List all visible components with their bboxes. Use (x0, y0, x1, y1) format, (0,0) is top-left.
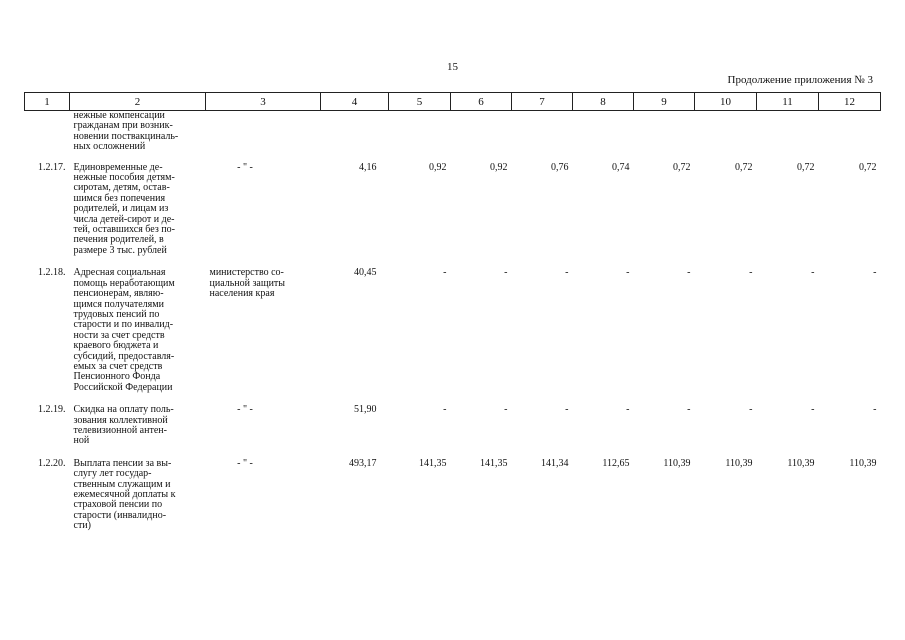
value-cell: - (811, 404, 815, 416)
description-line: старости (инвалидно- (73, 509, 167, 521)
value-cell: - (626, 404, 630, 416)
column-header: 4 (321, 93, 389, 111)
column-header: 5 (389, 93, 451, 111)
item-code: 1.2.19. (38, 404, 66, 416)
value-cell: 0,92 (490, 161, 508, 173)
description-line: сиротам, детям, остав- (73, 182, 170, 194)
item-description (70, 268, 206, 405)
description-line: нежные компенсации (73, 110, 165, 121)
value-cell: - (687, 267, 691, 279)
description-line: новении поствакциналь- (73, 130, 179, 142)
value-cell: 51,90 (354, 404, 377, 416)
value-cell: 141,35 (419, 457, 447, 469)
description-line: страховой пенсии по (73, 499, 163, 511)
description-line: ной (73, 435, 90, 447)
description-line: тей, оставшихся без по- (73, 224, 175, 236)
item-description (70, 459, 206, 544)
value-cell: - (565, 404, 569, 416)
description-line: емых за счет средств (73, 360, 163, 372)
value-cell: 141,34 (541, 457, 569, 469)
column-number-header-row (25, 93, 881, 111)
description-line: слугу лет государ- (73, 468, 152, 480)
column-header: 11 (757, 93, 819, 111)
appendix-continuation-label: Продолжение приложения № 3 (727, 74, 873, 86)
value-cell: - (504, 404, 508, 416)
item-description (70, 405, 206, 459)
value-cell: 0,72 (673, 161, 691, 173)
description-line: гражданам при возник- (73, 120, 173, 132)
column-header: 1 (25, 93, 70, 111)
value-cell: 0,72 (735, 161, 753, 173)
item-code: 1.2.20. (38, 457, 66, 469)
description-line: ных осложнений (73, 141, 146, 153)
table-row (25, 268, 881, 405)
description-line: пенсионерам, являю- (73, 288, 164, 300)
value-cell: 4,16 (359, 161, 377, 173)
value-cell: 0,92 (429, 161, 447, 173)
item-description (70, 163, 206, 269)
description-line: субсидий, предоставля- (73, 350, 175, 362)
description-line: Пенсионного Фонда (73, 371, 161, 383)
column-header: 7 (512, 93, 573, 111)
value-cell: 0,72 (797, 161, 815, 173)
description-line: щимся получателями (73, 298, 164, 310)
value-cell: 110,39 (663, 457, 691, 469)
column-header: 6 (451, 93, 512, 111)
column-header: 9 (634, 93, 695, 111)
appendix-table (24, 92, 881, 544)
value-cell: 40,45 (354, 267, 377, 279)
column-header: 3 (206, 93, 321, 111)
description-line: Российской Федерации (73, 381, 173, 393)
description-line: родителей, и лицам из (73, 203, 169, 215)
value-cell: - (749, 404, 753, 416)
table-row (25, 405, 881, 459)
description-line: трудовых пенсий по (73, 308, 160, 320)
value-cell: - (687, 404, 691, 416)
value-cell: 141,35 (480, 457, 508, 469)
value-cell: - (873, 267, 877, 279)
value-cell: 110,39 (787, 457, 815, 469)
value-cell: - (504, 267, 508, 279)
value-cell: 110,39 (725, 457, 753, 469)
description-line: Адресная социальная (73, 267, 166, 279)
description-line: ственным служащим и (73, 478, 171, 490)
item-description (70, 111, 206, 163)
column-header: 10 (695, 93, 757, 111)
description-line: печения родителей, в (73, 234, 164, 246)
column-header: 8 (573, 93, 634, 111)
value-cell: 112,65 (602, 457, 630, 469)
table-row (25, 459, 881, 544)
page-number: 15 (447, 61, 458, 73)
responsible-executor: - " - (237, 161, 253, 173)
description-line: телевизионной антен- (73, 424, 167, 436)
value-cell: 0,76 (551, 161, 569, 173)
value-cell: 0,74 (612, 161, 630, 173)
description-line: нежные пособия детям- (73, 172, 175, 184)
responsible-executor: - " - (237, 404, 253, 416)
value-cell: - (443, 404, 447, 416)
value-cell: 493,17 (349, 457, 377, 469)
description-line: зования коллективной (73, 414, 168, 426)
description-line: числа детей-сирот и де- (73, 213, 175, 225)
value-cell: - (626, 267, 630, 279)
column-header: 2 (70, 93, 206, 111)
description-line: старости и по инвалид- (73, 319, 174, 331)
description-line: сти) (73, 520, 91, 532)
value-cell: 110,39 (849, 457, 877, 469)
responsible-executor: - " - (237, 457, 253, 469)
description-line: размере 3 тыс. рублей (73, 244, 167, 256)
continuation-row (25, 111, 881, 163)
description-line: краевого бюджета и (73, 340, 159, 352)
value-cell: - (443, 267, 447, 279)
column-header: 12 (819, 93, 881, 111)
item-code: 1.2.17. (38, 161, 66, 173)
value-cell: - (873, 404, 877, 416)
item-code: 1.2.18. (38, 267, 66, 279)
value-cell: - (811, 267, 815, 279)
description-line: помощь неработающим (73, 277, 175, 289)
value-cell: - (565, 267, 569, 279)
description-line: ности за счет средств (73, 329, 165, 341)
description-line: Скидка на оплату поль- (73, 404, 174, 416)
value-cell: - (749, 267, 753, 279)
description-line: шимся без попечения (73, 192, 166, 204)
description-line: Единовременные де- (73, 161, 163, 173)
value-cell: 0,72 (859, 161, 877, 173)
description-line: ежемесячной доплаты к (73, 489, 176, 500)
description-line: Выплата пенсии за вы- (73, 457, 172, 469)
table-row (25, 163, 881, 269)
responsible-executor: министерство со- циальной защиты населения края (209, 267, 286, 300)
